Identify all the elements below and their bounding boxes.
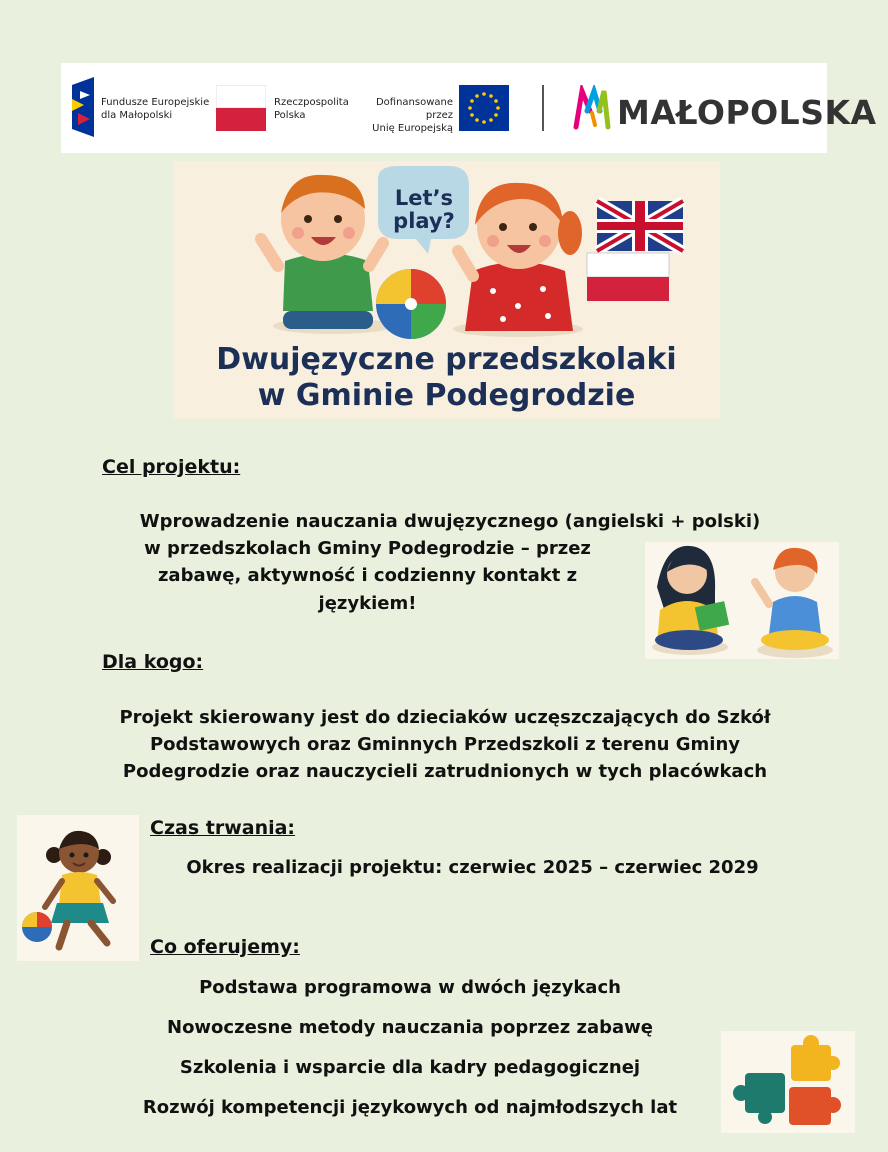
goal-heading: Cel projektu: bbox=[102, 456, 241, 478]
girl-illustration bbox=[453, 183, 583, 337]
audience-heading: Dla kogo: bbox=[102, 651, 204, 673]
rp-line1: Rzeczpospolita bbox=[274, 97, 349, 108]
malopolska-logo-text: MAŁOPOLSKA bbox=[617, 93, 877, 132]
polish-flag-icon bbox=[216, 85, 266, 131]
fundusze-europejskie-logo-icon bbox=[70, 77, 96, 137]
eu-logo-text bbox=[353, 96, 453, 135]
eu-flag-icon bbox=[459, 85, 509, 131]
reading-children-illustration bbox=[645, 542, 839, 659]
polish-flag-banner-icon bbox=[587, 253, 669, 301]
offer-item: Rozwój kompetencji językowych od najmłodszych lat bbox=[142, 1097, 678, 1118]
running-girl-illustration bbox=[17, 815, 139, 961]
rp-logo-text bbox=[274, 96, 349, 122]
banner-title-line2: w Gminie Podegrodzie bbox=[257, 378, 636, 413]
duration-text: Okres realizacji projektu: czerwiec 2025 – czerwiec 2029 bbox=[186, 857, 759, 878]
offer-heading: Co oferujemy: bbox=[150, 936, 300, 958]
logo-bar bbox=[61, 63, 877, 153]
speech-line1: Let’s bbox=[394, 186, 454, 210]
logo-divider bbox=[542, 85, 544, 131]
rp-line2: Polska bbox=[274, 110, 306, 121]
eu-line1: Dofinansowane przez bbox=[375, 97, 453, 121]
beach-ball-icon bbox=[376, 269, 446, 339]
duration-heading: Czas trwania: bbox=[150, 817, 296, 839]
goal-text-line4: językiem! bbox=[318, 593, 417, 614]
offer-item: Nowoczesne metody nauczania poprzez zabawę bbox=[167, 1017, 653, 1038]
fe-line2: dla Małopolski bbox=[101, 110, 173, 121]
goal-text-line2: w przedszkolach Gminy Podegrodzie – przez bbox=[144, 538, 591, 559]
speech-line2: play? bbox=[393, 209, 455, 233]
audience-text-line3: Podegrodzie oraz nauczycieli zatrudnionych w tych placówkach bbox=[122, 761, 768, 782]
goal-text-line1: Wprowadzenie nauczania dwujęzycznego (angielski + polski) bbox=[139, 511, 761, 532]
audience-text-line2: Podstawowych oraz Gminnych Przedszkoli z terenu Gminy bbox=[149, 734, 741, 755]
banner-title-line1: Dwujęzyczne przedszkolaki bbox=[216, 342, 677, 377]
fe-line1: Fundusze Europejskie bbox=[101, 97, 210, 108]
project-banner bbox=[173, 161, 720, 419]
puzzle-pieces-illustration bbox=[721, 1031, 855, 1133]
audience-text-line1: Projekt skierowany jest do dzieciaków uczęszczających do Szkół bbox=[119, 707, 771, 728]
uk-flag-icon bbox=[597, 201, 683, 251]
offer-item: Podstawa programowa w dwóch językach bbox=[199, 977, 621, 998]
malopolska-logo-icon bbox=[573, 85, 611, 131]
boy-illustration bbox=[261, 175, 393, 334]
speech-bubble-text bbox=[380, 187, 468, 233]
eu-line2: Unię Europejską bbox=[372, 123, 453, 134]
goal-text-line3: zabawę, aktywność i codzienny kontakt z bbox=[157, 565, 578, 586]
offer-item: Szkolenia i wsparcie dla kadry pedagogicznej bbox=[179, 1057, 641, 1078]
fe-logo-text bbox=[101, 96, 209, 122]
